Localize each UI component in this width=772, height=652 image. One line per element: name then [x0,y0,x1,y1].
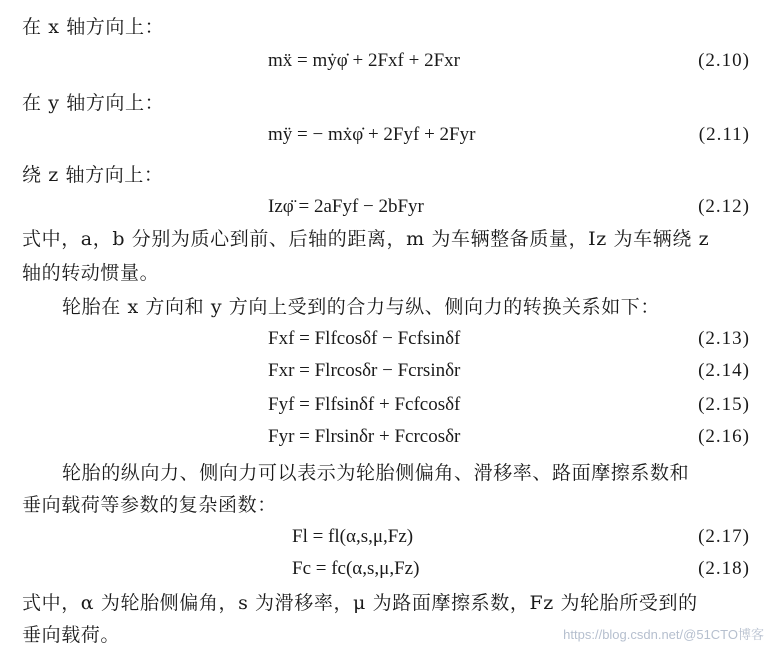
text-line-z-axis: 绕 z 轴方向上： [22,164,164,186]
equation-number-2-11: (2.11) [698,124,750,145]
equation-2-13-row [0,322,772,356]
text-line-tire-model-2: 垂向载荷等参数的复杂函数： [22,494,277,516]
equation-2-10: mẍ = mẏφ̇ + 2Fxf + 2Fxr [268,50,460,71]
equation-2-15-row [0,388,772,422]
equation-2-14-row [0,354,772,388]
equation-number-2-14: (2.14) [698,360,750,381]
equation-2-12-row [0,190,772,224]
equation-2-11: mÿ = − mẋφ̇ + 2Fyf + 2Fyr [268,124,476,145]
equation-2-16-row [0,420,772,454]
text-line-symbols-1: 式中，α 为轮胎侧偏角，s 为滑移率，μ 为路面摩擦系数，Fz 为轮胎所受到的 [22,592,698,614]
equation-2-14: Fxr = Flrcosδr − Fcrsinδr [268,360,461,381]
text-line-x-axis: 在 x 轴方向上： [22,16,165,38]
equation-2-17: Fl = fl(α,s,μ,Fz) [292,526,414,547]
equation-2-11-row [0,118,772,152]
equation-2-18: Fc = fc(α,s,μ,Fz) [292,558,420,579]
equation-2-15: Fyf = Flfsinδf + Fcfcosδf [268,394,461,415]
equation-2-13: Fxf = Flfcosδf − Fcfsinδf [268,328,461,349]
equation-2-10-row [0,44,772,78]
equation-2-12: Izφ̈ = 2aFyf − 2bFyr [268,196,424,217]
equation-number-2-13: (2.13) [698,328,750,349]
equation-number-2-12: (2.12) [698,196,750,217]
text-line-symbols-2: 垂向载荷。 [22,624,121,646]
equation-2-16: Fyr = Flrsinδr + Fcrcosδr [268,426,461,447]
equation-2-17-row [0,520,772,554]
text-line-tire-model-1: 轮胎的纵向力、侧向力可以表示为轮胎侧偏角、滑移率、路面摩擦系数和 [62,462,690,484]
equation-number-2-16: (2.16) [698,426,750,447]
text-line-tire-forces-intro: 轮胎在 x 方向和 y 方向上受到的合力与纵、侧向力的转换关系如下： [62,296,661,318]
text-line-y-axis: 在 y 轴方向上： [22,92,165,114]
equation-number-2-17: (2.17) [698,526,750,547]
equation-number-2-15: (2.15) [698,394,750,415]
watermark: https://blog.csdn.net/@51CTO博客 [563,627,764,642]
text-line-where-2: 轴的转动惯量。 [22,262,160,284]
equation-2-18-row [0,552,772,586]
text-line-where-1: 式中，a，b 分别为质心到前、后轴的距离，m 为车辆整备质量，Iz 为车辆绕 z [22,228,710,250]
equation-number-2-18: (2.18) [698,558,750,579]
equation-number-2-10: (2.10) [698,50,750,71]
